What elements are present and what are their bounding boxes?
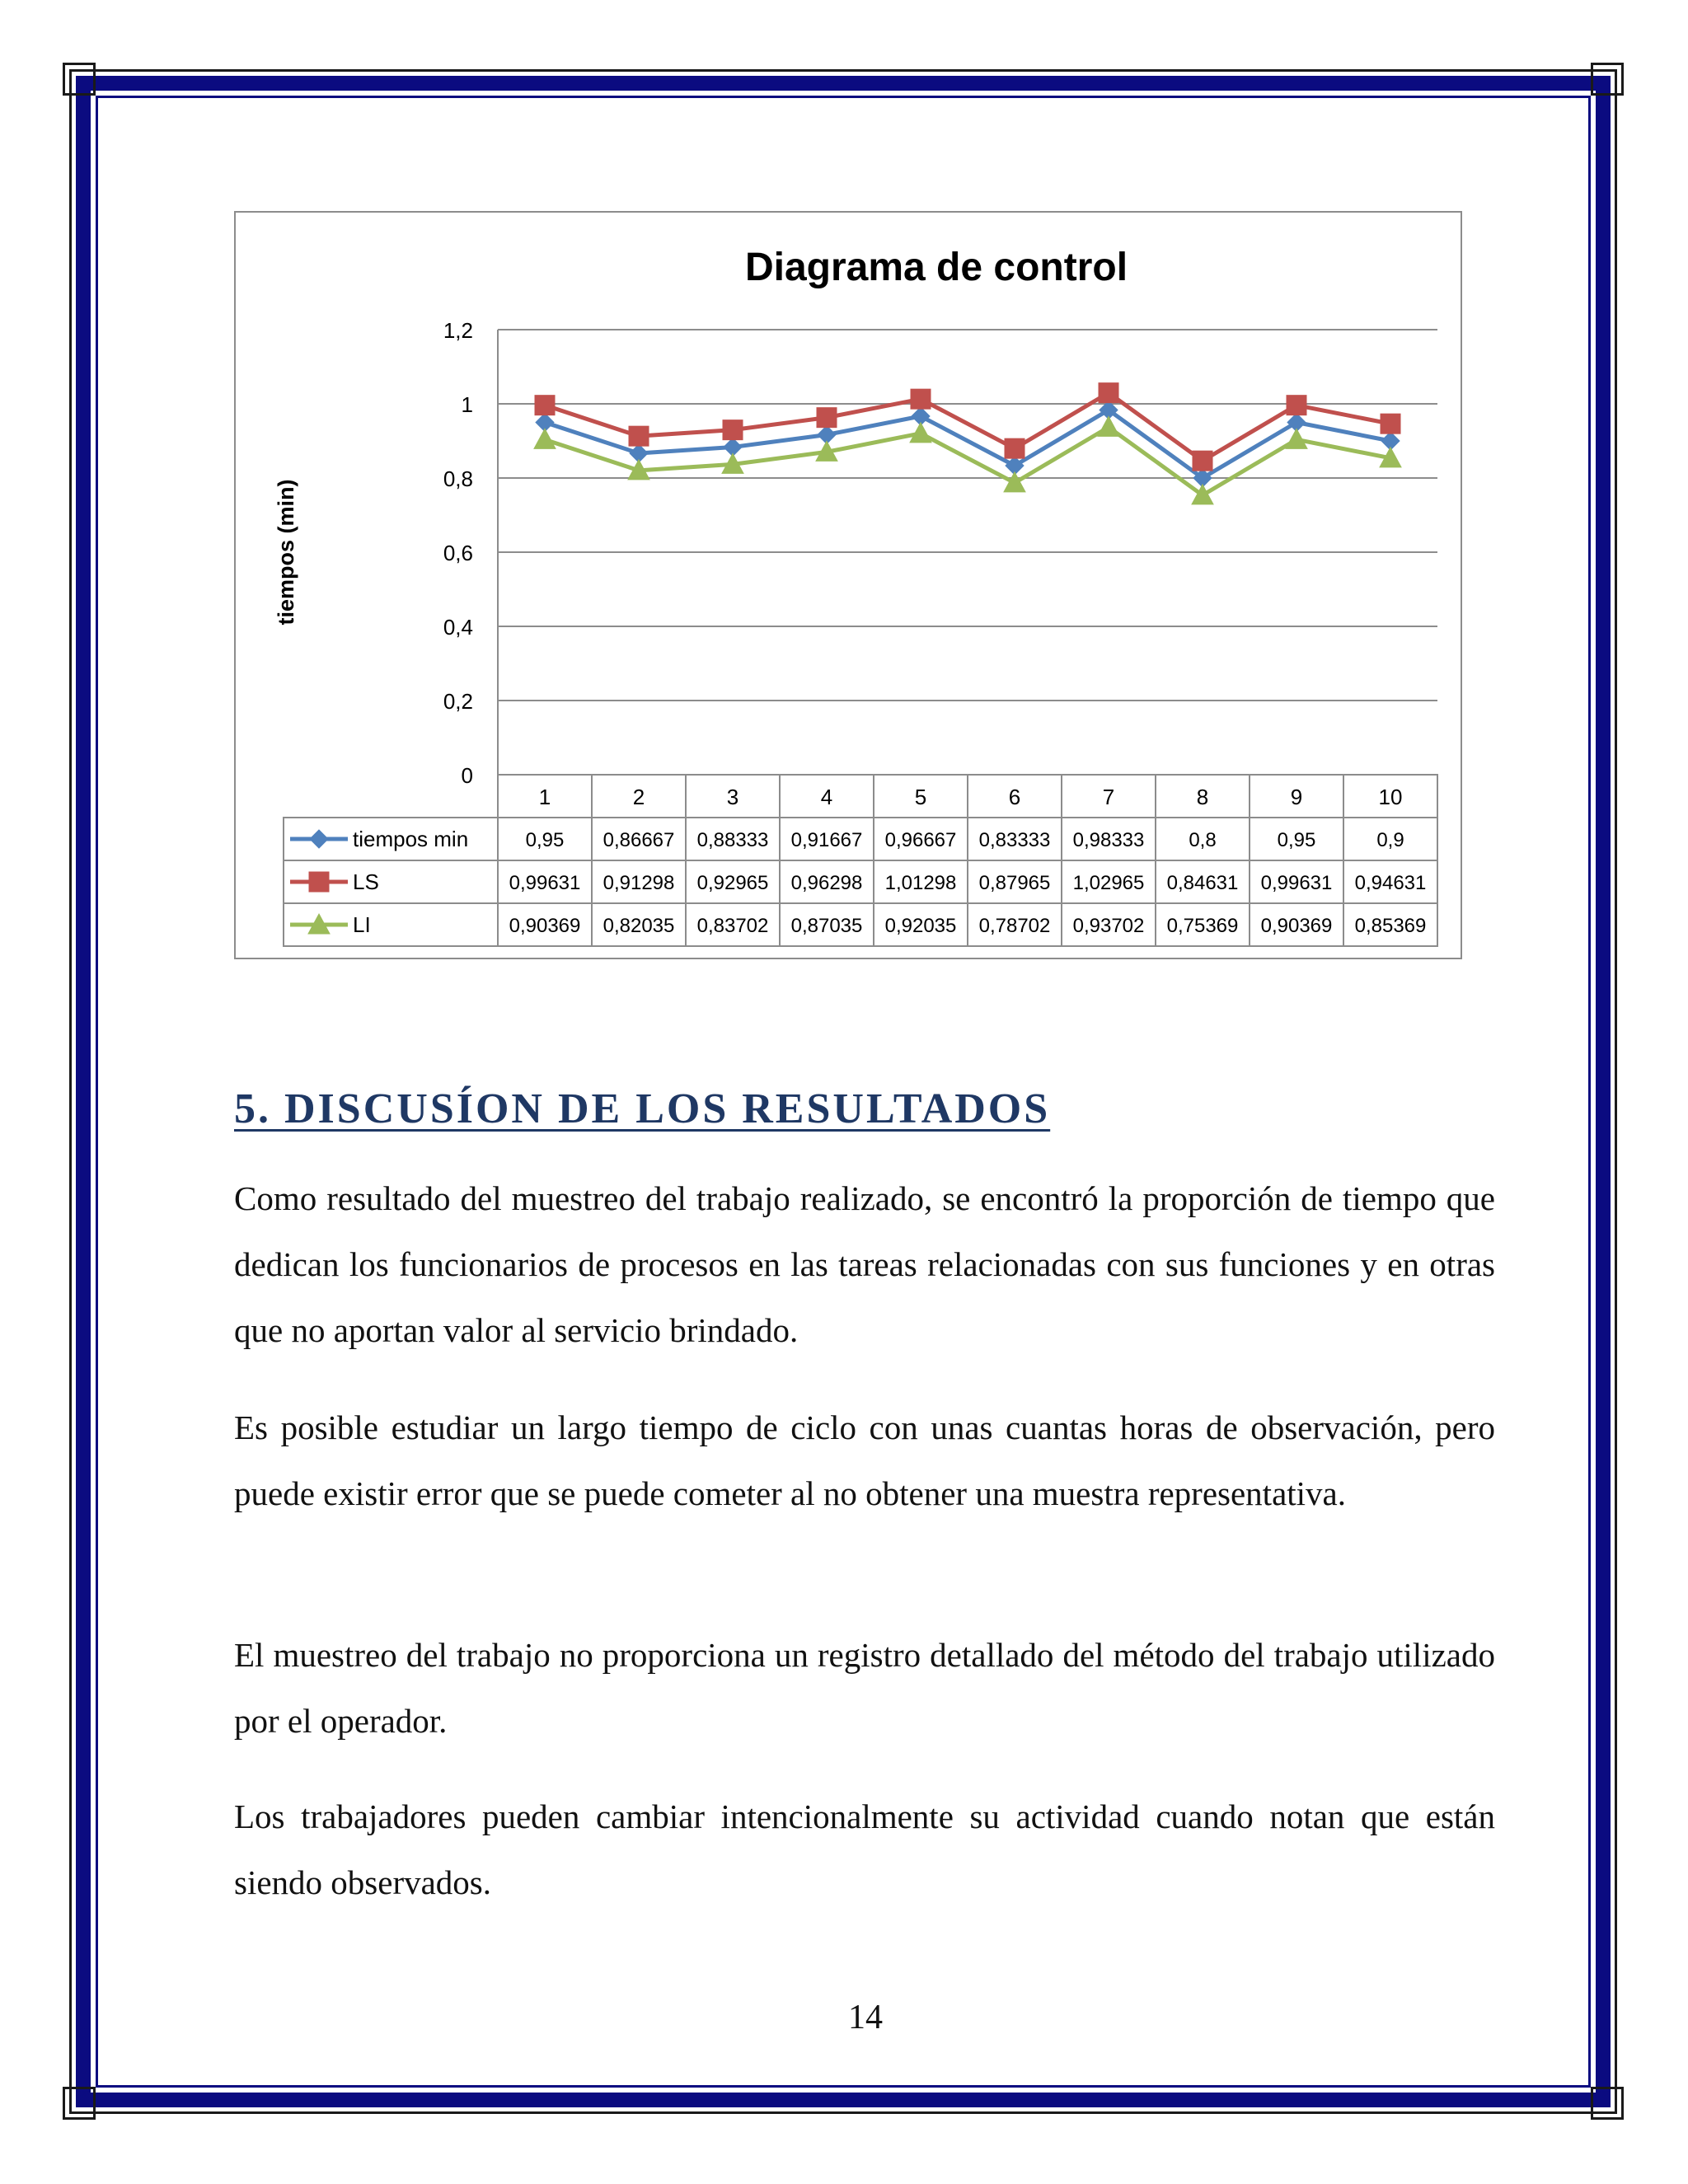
x-category-label: 6 bbox=[1008, 785, 1021, 809]
page-number: 14 bbox=[848, 1999, 883, 2036]
x-category-label: 5 bbox=[914, 785, 927, 809]
table-cell-value: 0,92965 bbox=[696, 872, 769, 894]
y-tick-label: 0,8 bbox=[443, 466, 473, 491]
table-cell-value: 0,88333 bbox=[696, 829, 769, 851]
data-point-square bbox=[1381, 414, 1400, 434]
data-point-square bbox=[1193, 451, 1212, 471]
table-cell-value: 0,99631 bbox=[509, 872, 581, 894]
y-tick-label: 1,2 bbox=[443, 318, 473, 343]
data-point-diamond bbox=[310, 830, 328, 848]
paragraph-4: Los trabajadores pueden cambiar intencionalmente su actividad cuando notan que están siendo observados. bbox=[234, 1797, 1495, 1901]
table-cell-value: 1,01298 bbox=[884, 872, 957, 894]
table-cell-value: 0,90369 bbox=[509, 915, 581, 937]
control-chart bbox=[234, 211, 1462, 959]
table-cell-value: 0,83333 bbox=[978, 829, 1051, 851]
data-point-square bbox=[817, 408, 837, 428]
table-cell-value: 0,96298 bbox=[790, 872, 863, 894]
table-cell-value: 0,92035 bbox=[884, 915, 957, 937]
control-chart-svg bbox=[236, 213, 1464, 961]
data-point-square bbox=[1287, 396, 1306, 415]
border-corner-ornament bbox=[1591, 2087, 1624, 2120]
chart-title: Diagrama de control bbox=[744, 246, 1128, 289]
x-category-label: 3 bbox=[726, 785, 739, 809]
table-cell-value: 0,86667 bbox=[603, 829, 675, 851]
paragraph-3: El muestreo del trabajo no proporciona un registro detallado del método del trabajo utilizado por el operador. bbox=[234, 1636, 1495, 1740]
table-cell-value: 0,85369 bbox=[1354, 915, 1427, 937]
table-cell-value: 0,95 bbox=[525, 829, 565, 851]
x-category-label: 7 bbox=[1102, 785, 1115, 809]
legend-label: LS bbox=[353, 869, 379, 894]
section-heading: 5. DISCUSÍON DE LOS RESULTADOS bbox=[234, 1085, 1051, 1132]
paragraph-2: Es posible estudiar un largo tiempo de ciclo con unas cuantas horas de observación, pero puede existir error que se puede cometer al no obtener una muestra representativa. bbox=[234, 1408, 1495, 1512]
table-cell-value: 0,82035 bbox=[603, 915, 675, 937]
border-corner-ornament bbox=[63, 63, 96, 96]
table-cell-value: 1,02965 bbox=[1072, 872, 1145, 894]
y-tick-label: 0,4 bbox=[443, 615, 473, 640]
x-category-label: 9 bbox=[1290, 785, 1303, 809]
table-cell-value: 0,90369 bbox=[1260, 915, 1333, 937]
data-point-triangle bbox=[1286, 429, 1307, 448]
data-point-square bbox=[535, 396, 555, 415]
x-category-label: 1 bbox=[538, 785, 551, 809]
data-point-square bbox=[723, 420, 743, 440]
paragraph-1: Como resultado del muestreo del trabajo realizado, se encontró la proporción de tiempo que dedican los funcionarios de procesos en las tareas relacionadas con sus funciones y en otras que no aportan valor al servicio brindado. bbox=[234, 1179, 1495, 1349]
table-cell-value: 0,98333 bbox=[1072, 829, 1145, 851]
data-point-square bbox=[629, 426, 649, 446]
table-cell-value: 0,96667 bbox=[884, 829, 957, 851]
data-point-square bbox=[911, 389, 931, 409]
y-axis-label: tiempos (min) bbox=[274, 479, 298, 626]
y-tick-label: 1 bbox=[461, 392, 473, 417]
table-cell-value: 0,8 bbox=[1189, 829, 1217, 851]
border-corner-ornament bbox=[63, 2087, 96, 2120]
x-category-label: 4 bbox=[820, 785, 833, 809]
data-point-square bbox=[309, 872, 329, 892]
table-cell-value: 0,91298 bbox=[603, 872, 675, 894]
legend-label: LI bbox=[353, 912, 371, 937]
table-cell-value: 0,75369 bbox=[1166, 915, 1239, 937]
data-point-square bbox=[1099, 383, 1118, 403]
data-point-triangle bbox=[1004, 472, 1025, 492]
legend-label: tiempos min bbox=[353, 827, 469, 851]
border-corner-ornament bbox=[1591, 63, 1624, 96]
table-cell-value: 0,87965 bbox=[978, 872, 1051, 894]
table-cell-value: 0,99631 bbox=[1260, 872, 1333, 894]
data-point-triangle bbox=[910, 423, 931, 443]
table-cell-value: 0,83702 bbox=[696, 915, 769, 937]
table-cell-value: 0,95 bbox=[1277, 829, 1316, 851]
table-cell-value: 0,84631 bbox=[1166, 872, 1239, 894]
x-category-label: 2 bbox=[632, 785, 645, 809]
data-point-triangle bbox=[534, 429, 556, 448]
x-category-label: 10 bbox=[1378, 785, 1403, 809]
y-tick-label: 0 bbox=[461, 763, 473, 788]
table-cell-value: 0,91667 bbox=[790, 829, 863, 851]
series-line-3 bbox=[545, 427, 1390, 494]
table-cell-value: 0,93702 bbox=[1072, 915, 1145, 937]
data-point-triangle bbox=[1098, 416, 1119, 436]
table-cell-value: 0,94631 bbox=[1354, 872, 1427, 894]
table-cell-value: 0,78702 bbox=[978, 915, 1051, 937]
table-cell-value: 0,87035 bbox=[790, 915, 863, 937]
x-category-label: 8 bbox=[1196, 785, 1209, 809]
y-tick-label: 0,6 bbox=[443, 541, 473, 565]
table-cell-value: 0,9 bbox=[1376, 829, 1404, 851]
y-tick-label: 0,2 bbox=[443, 689, 473, 714]
data-point-square bbox=[1005, 438, 1025, 458]
